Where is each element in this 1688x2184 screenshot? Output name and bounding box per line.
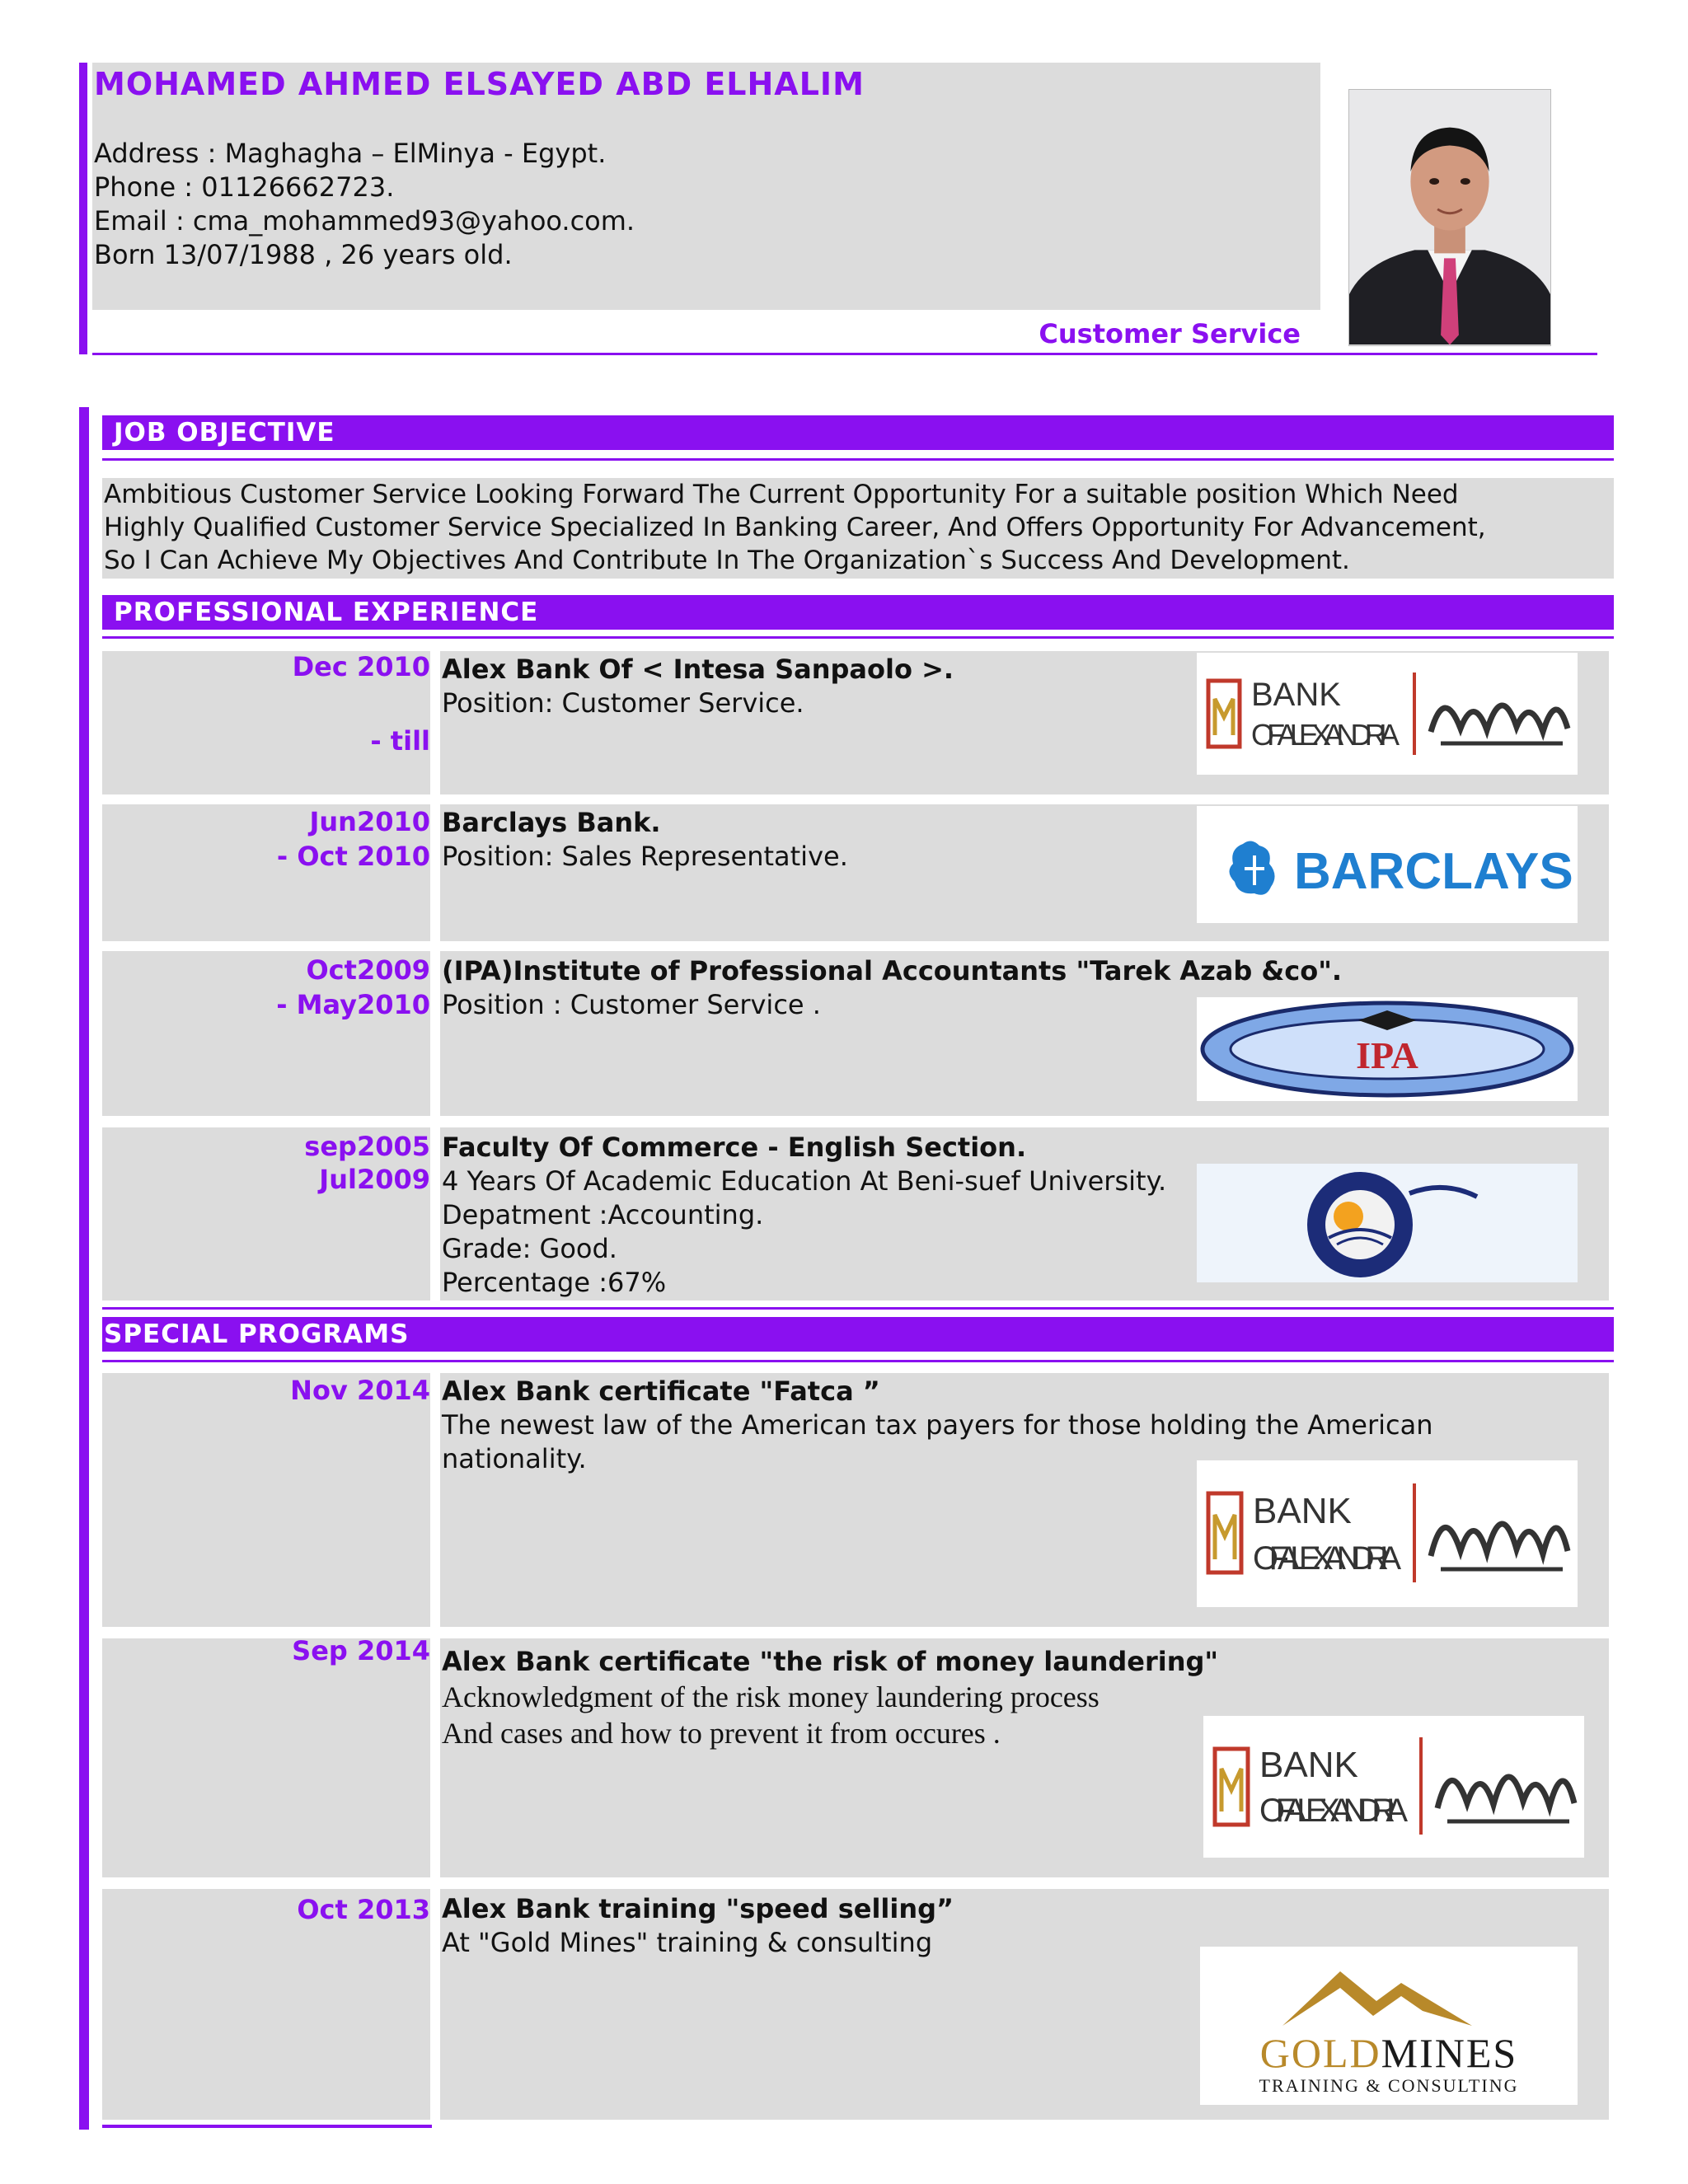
logo-text: OF ALEXANDRIA xyxy=(1251,718,1400,752)
phone-line: Phone : 01126662723. xyxy=(94,171,395,203)
entry-title: Alex Bank certificate "Fatca ” xyxy=(442,1376,880,1407)
header-divider xyxy=(92,353,1597,355)
main-bottom-rule xyxy=(102,2125,432,2128)
program-date: Oct 2013 xyxy=(297,1894,430,1925)
section-rule xyxy=(102,458,1614,461)
entry-date-start: Jun2010 xyxy=(309,806,430,837)
entry-date-start: Oct2009 xyxy=(306,954,430,986)
program-entry xyxy=(442,1645,1218,1751)
entry-title: Barclays Bank. xyxy=(442,807,661,838)
logo-text: OF ALEXANDRIA xyxy=(1259,1793,1408,1829)
entry-detail: The newest law of the American tax payers for those holding the American xyxy=(442,1409,1433,1441)
logo-text: BANK xyxy=(1259,1745,1358,1785)
objective-text xyxy=(104,478,1620,577)
logo-text xyxy=(1260,2030,1517,2076)
entry-date-end: - May2010 xyxy=(276,989,430,1020)
section-rule xyxy=(102,1360,1614,1362)
objective-line: Ambitious Customer Service Looking Forward The Current Opportunity For a suitable position Which Need xyxy=(104,480,1459,509)
entry-detail: Depatment :Accounting. xyxy=(442,1199,764,1230)
entry-date-end: - till xyxy=(370,725,430,757)
program-date: Sep 2014 xyxy=(292,1635,430,1666)
entry-detail: Acknowledgment of the risk money laundering process xyxy=(442,1680,1100,1713)
program-entry xyxy=(442,1892,954,1960)
contact-details xyxy=(94,137,635,272)
experience-entry xyxy=(442,1131,1166,1300)
entry-date-start: sep2005 xyxy=(304,1131,430,1162)
program-date: Nov 2014 xyxy=(290,1375,430,1406)
bank-of-alexandria-logo xyxy=(1203,1716,1584,1858)
logo-tagline: TRAINING & CONSULTING xyxy=(1259,2075,1519,2096)
date-cell xyxy=(102,1638,430,1877)
entry-title: Alex Bank Of < Intesa Sanpaolo >. xyxy=(442,654,954,685)
entry-title: Faculty Of Commerce - English Section. xyxy=(442,1132,1027,1163)
ipa-logo xyxy=(1197,997,1578,1101)
entry-date-end: Jul2009 xyxy=(319,1164,430,1195)
candidate-name: MOHAMED AHMED ELSAYED ABD ELHALIM xyxy=(94,66,865,102)
profile-photo xyxy=(1348,89,1551,346)
person-portrait-icon xyxy=(1349,90,1550,344)
objective-line: Highly Qualified Customer Service Specialized In Banking Career, And Offers Opportunity For Advancement, xyxy=(104,513,1486,542)
logo-word-mines: MINES xyxy=(1381,2030,1518,2076)
objective-line: So I Can Achieve My Objectives And Contribute In The Organization`s Success And Development. xyxy=(104,546,1350,575)
section-rule xyxy=(102,1307,1614,1310)
entry-detail: 4 Years Of Academic Education At Beni-suef University. xyxy=(442,1165,1167,1197)
logo-text: BANK xyxy=(1253,1491,1352,1531)
section-heading-professional-experience: PROFESSIONAL EXPERIENCE xyxy=(102,595,1614,630)
section-heading-special-programs: SPECIAL PROGRAMS xyxy=(102,1317,1614,1352)
logo-text: IPA xyxy=(1356,1034,1418,1076)
role-title: Customer Service xyxy=(1039,318,1301,349)
experience-entry xyxy=(442,806,848,874)
logo-text: BANK xyxy=(1251,677,1341,713)
entry-detail: Position: Sales Representative. xyxy=(442,841,848,872)
entry-detail: At "Gold Mines" training & consulting xyxy=(442,1927,933,1958)
entry-title: Alex Bank certificate "the risk of money laundering" xyxy=(442,1646,1219,1677)
main-accent-bar xyxy=(79,407,89,2130)
goldmines-logo xyxy=(1200,1947,1578,2105)
logo-text: BARCLAYS xyxy=(1294,843,1573,900)
experience-entry xyxy=(442,653,954,720)
entry-detail: Position : Customer Service . xyxy=(442,989,821,1020)
bank-of-alexandria-logo xyxy=(1197,1460,1578,1607)
bank-of-alexandria-logo xyxy=(1197,653,1578,775)
logo-text: OF ALEXANDRIA xyxy=(1253,1540,1401,1577)
email-line: Email : cma_mohammed93@yahoo.com. xyxy=(94,205,635,237)
entry-date-end: - Oct 2010 xyxy=(276,841,430,872)
beni-suef-university-logo xyxy=(1197,1164,1578,1282)
section-heading-job-objective: JOB OBJECTIVE xyxy=(102,415,1614,450)
header-accent-bar xyxy=(79,63,87,354)
entry-title: Alex Bank training "speed selling” xyxy=(442,1893,954,1924)
barclays-logo xyxy=(1197,806,1578,923)
entry-title: (IPA)Institute of Professional Accountants "Tarek Azab &co". xyxy=(442,955,1343,987)
entry-detail: Grade: Good. xyxy=(442,1233,617,1264)
entry-detail: Percentage :67% xyxy=(442,1267,667,1298)
address-line: Address : Maghagha – ElMinya - Egypt. xyxy=(94,138,607,169)
date-cell xyxy=(102,1373,430,1627)
section-rule xyxy=(102,636,1614,639)
logo-word-gold: GOLD xyxy=(1259,2030,1381,2076)
born-line: Born 13/07/1988 , 26 years old. xyxy=(94,239,513,270)
entry-date-start: Dec 2010 xyxy=(292,651,430,682)
entry-detail: And cases and how to prevent it from occures . xyxy=(442,1717,1001,1750)
entry-detail: nationality. xyxy=(442,1443,587,1474)
entry-detail: Position: Customer Service. xyxy=(442,687,804,719)
